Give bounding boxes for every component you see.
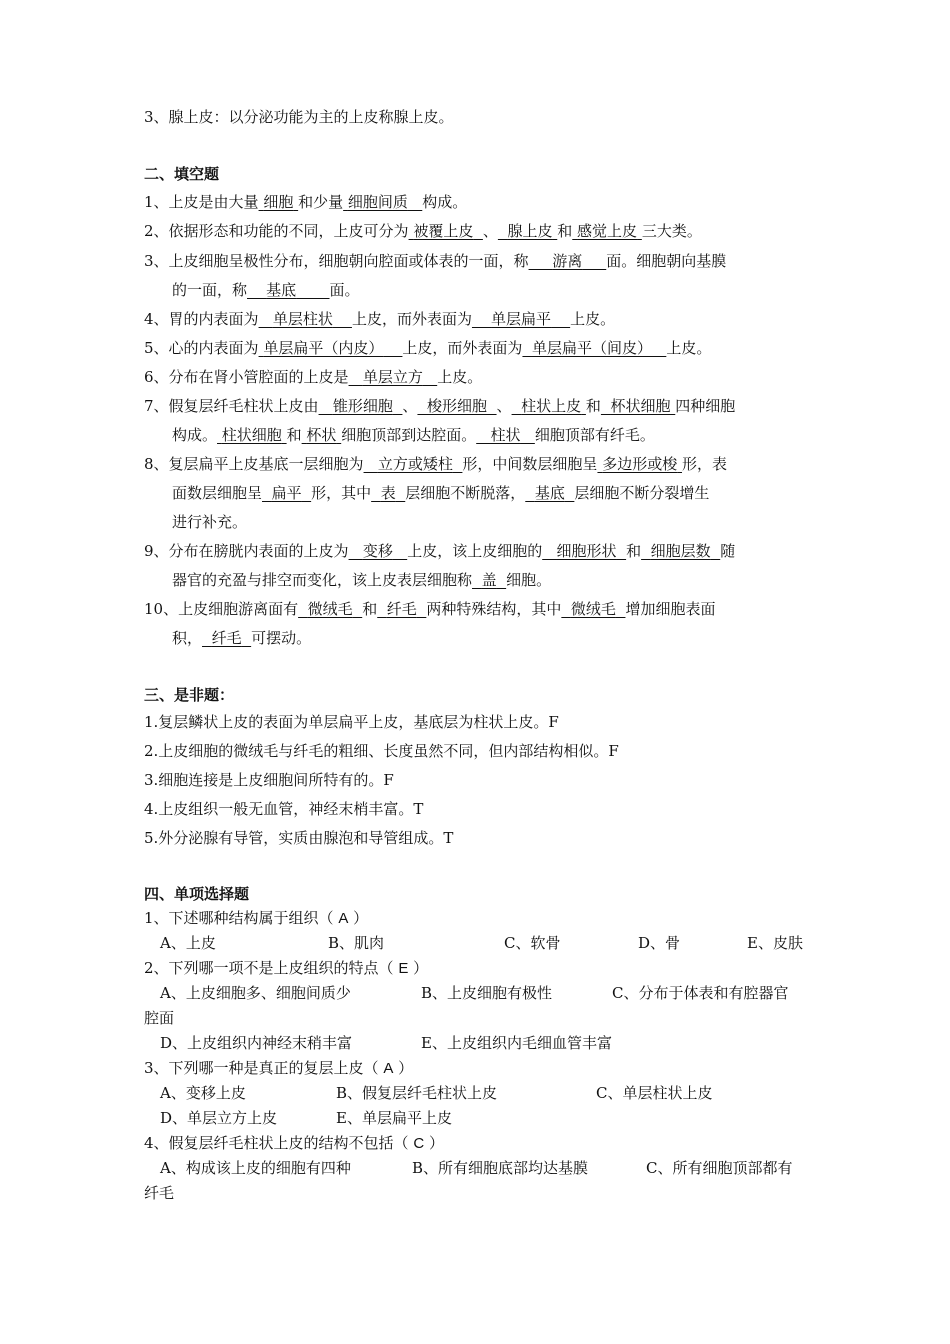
- text: 构成。: [422, 193, 468, 211]
- answer: 单层扁平（间皮）: [531, 339, 652, 357]
- answer: 微绒毛: [307, 600, 353, 618]
- fill-question-4: [144, 308, 615, 330]
- text: 器官的充盈与排空而变化，该上皮表层细胞称: [172, 571, 473, 589]
- answer: 锥形细胞: [332, 397, 393, 415]
- section-heading-multiple-choice: 四、单项选择题: [144, 885, 250, 903]
- fill-question-9-line-2: [172, 569, 551, 591]
- text: 上皮，该上皮细胞的: [407, 542, 543, 560]
- option-b: B、所有细胞底部均达基膜: [412, 1159, 589, 1177]
- section-heading-fill: 二、填空题: [144, 165, 220, 183]
- text: 6、分布在肾小管腔面的上皮是: [144, 368, 349, 386]
- fill-question-3: [144, 250, 726, 272]
- answer: 柱状: [490, 426, 521, 444]
- answer: 梭形细胞: [426, 397, 487, 415]
- text: 7、假复层纤毛柱状上皮由: [144, 397, 319, 415]
- option-d: D、上皮组织内神经末稍丰富: [160, 1034, 353, 1052]
- fill-question-3-line-2: [172, 279, 360, 301]
- answer: 细胞形状: [556, 542, 617, 560]
- fill-question-10: [144, 598, 715, 620]
- answer: 腺上皮: [507, 222, 553, 240]
- text: ）: [398, 1059, 414, 1077]
- answer: 多边形或梭: [602, 455, 678, 473]
- answer-blank: [343, 193, 422, 211]
- answer: E: [398, 960, 409, 977]
- text: 上皮，而外表面为: [402, 339, 523, 357]
- answer-blank: [476, 426, 535, 444]
- fill-question-6: [144, 366, 482, 388]
- text: ）: [428, 1134, 444, 1152]
- answer: 变移: [362, 542, 393, 560]
- option-d: D、骨: [638, 934, 681, 952]
- section-heading-true-false: 三、是非题：: [144, 686, 235, 704]
- fill-question-9: [144, 540, 735, 562]
- option-a: A、上皮细胞多、细胞间质少: [160, 984, 351, 1002]
- text: 四种细胞: [675, 397, 736, 415]
- answer: 基底: [534, 484, 565, 502]
- text: 1、下述哪种结构属于组织（: [144, 909, 334, 927]
- text: 3、上皮细胞呈极性分布，细胞朝向腔面或体表的一面，称: [144, 252, 529, 270]
- option-e: E、单层扁平上皮: [336, 1109, 452, 1127]
- text: 上皮。: [570, 310, 616, 328]
- text: 10、上皮细胞游离面有: [144, 600, 299, 618]
- answer: 表: [380, 484, 396, 502]
- option-b: B、肌肉: [328, 934, 385, 952]
- answer-blank: [525, 484, 574, 502]
- answer-blank: [377, 600, 426, 618]
- fill-question-5: [144, 337, 711, 359]
- answer: 感觉上皮: [577, 222, 638, 240]
- text: 上皮，而外表面为: [351, 310, 472, 328]
- text: 和: [585, 397, 601, 415]
- text: 随: [720, 542, 736, 560]
- answer-blank: [529, 252, 607, 270]
- answer: 盖: [481, 571, 497, 589]
- answer-blank: [217, 426, 287, 444]
- answer: 细胞间质: [347, 193, 408, 211]
- text: 构成。: [172, 426, 218, 444]
- answer-blank: [262, 484, 311, 502]
- answer-blank: [542, 542, 626, 560]
- answer: 纤毛: [386, 600, 417, 618]
- text: 三大类。: [641, 222, 702, 240]
- text: 5、心的内表面为: [144, 339, 259, 357]
- fill-question-8-line-2: [172, 482, 709, 504]
- text: 积，: [172, 629, 203, 647]
- answer: 扁平: [271, 484, 302, 502]
- text: 形，中间数层细胞呈: [462, 455, 598, 473]
- tf-item-4: 4.上皮组织一般无血管，神经末梢丰富。T: [144, 800, 424, 818]
- text: 、: [402, 397, 418, 415]
- answer: 细胞: [263, 193, 294, 211]
- fill-question-2: [144, 220, 702, 242]
- text: 和: [286, 426, 302, 444]
- answer: 单层扁平（内皮）: [263, 339, 384, 357]
- text: 两种特殊结构，其中: [426, 600, 562, 618]
- fill-question-8-line-3: 进行补充。: [172, 513, 248, 531]
- tf-item-1: 1.复层鳞状上皮的表面为单层扁平上皮，基底层为柱状上皮。F: [144, 713, 559, 731]
- option-c: C、分布于体表和有腔器官: [612, 984, 789, 1002]
- mc-question-1-stem: [144, 907, 368, 930]
- text: 面。: [329, 281, 360, 299]
- text: 面数层细胞呈: [172, 484, 263, 502]
- option-b: B、假复层纤毛柱状上皮: [336, 1084, 498, 1102]
- answer-blank: [512, 397, 586, 415]
- fill-question-7: [144, 395, 735, 417]
- text: 上皮。: [666, 339, 712, 357]
- text: 上皮。: [437, 368, 483, 386]
- answer-blank: [601, 397, 675, 415]
- mc-question-4-option-wrap: 纤毛: [144, 1184, 175, 1202]
- mc-question-3-stem: [144, 1057, 413, 1080]
- answer-blank: [302, 426, 342, 444]
- text: 面。细胞朝向基膜: [606, 252, 727, 270]
- tf-item-5: 5.外分泌腺有导管，实质由腺泡和导管组成。T: [144, 829, 454, 847]
- text: 的一面，称: [172, 281, 248, 299]
- answer-blank: [259, 193, 299, 211]
- answer-blank: [259, 339, 403, 357]
- answer-blank: [319, 397, 403, 415]
- answer: 立方或矮柱: [377, 455, 453, 473]
- answer-blank: [417, 397, 496, 415]
- answer-blank: [349, 368, 438, 386]
- fill-question-1: [144, 191, 467, 213]
- text: 细胞顶部到达腔面。: [341, 426, 477, 444]
- text: 4、假复层纤毛柱状上皮的结构不包括（: [144, 1134, 409, 1152]
- text: 细胞顶部有纤毛。: [534, 426, 655, 444]
- answer-blank: [247, 281, 329, 299]
- text: ）: [413, 959, 429, 977]
- text: 9、分布在膀胱内表面的上皮为: [144, 542, 349, 560]
- answer-blank: [259, 310, 352, 328]
- fill-question-8: [144, 453, 727, 475]
- text: 1、上皮是由大量: [144, 193, 259, 211]
- answer-blank: [409, 222, 483, 240]
- answer: 单层柱状: [272, 310, 333, 328]
- answer: 微绒毛: [570, 600, 616, 618]
- text: 和: [557, 222, 573, 240]
- answer-blank: [641, 542, 720, 560]
- tf-item-3: 3.细胞连接是上皮细胞间所特有的。F: [144, 771, 394, 789]
- answer: 被覆上皮: [413, 222, 474, 240]
- answer: 单层立方: [362, 368, 423, 386]
- text: 8、复层扁平上皮基底一层细胞为: [144, 455, 364, 473]
- text: 2、下列哪一项不是上皮组织的特点（: [144, 959, 394, 977]
- tf-item-2: 2.上皮细胞的微绒毛与纤毛的粗细、长度虽然不同，但内部结构相似。F: [144, 742, 619, 760]
- option-b: B、上皮细胞有极性: [421, 984, 553, 1002]
- fill-question-10-line-2: [172, 627, 311, 649]
- option-a: A、上皮: [160, 934, 216, 952]
- option-e: E、皮肤: [747, 934, 803, 952]
- answer: 基底: [266, 281, 297, 299]
- answer: A: [383, 1060, 394, 1077]
- answer-blank: [498, 222, 557, 240]
- text: 细胞。: [506, 571, 552, 589]
- answer-blank: [371, 484, 405, 502]
- option-c: C、所有细胞顶部都有: [646, 1159, 793, 1177]
- answer: 游离: [552, 252, 583, 270]
- answer: 细胞层数: [650, 542, 711, 560]
- answer: C: [413, 1135, 425, 1152]
- answer: 杯状: [306, 426, 337, 444]
- text: 增加细胞表面: [625, 600, 716, 618]
- answer: 柱状上皮: [521, 397, 582, 415]
- text: 3、下列哪一种是真正的复层上皮（: [144, 1059, 379, 1077]
- text: 可摆动。: [251, 629, 312, 647]
- option-e: E、上皮组织内毛细血管丰富: [421, 1034, 612, 1052]
- text: 层细胞不断脱落，: [405, 484, 526, 502]
- intro-item-3: 3、腺上皮：以分泌功能为主的上皮称腺上皮。: [144, 108, 454, 126]
- answer-blank: [349, 542, 408, 560]
- answer-blank: [561, 600, 625, 618]
- answer-blank: [202, 629, 251, 647]
- text: ）: [353, 909, 369, 927]
- answer: A: [338, 910, 349, 927]
- answer-blank: [298, 600, 362, 618]
- option-a: A、变移上皮: [160, 1084, 246, 1102]
- mc-question-2-stem: [144, 957, 428, 980]
- answer-blank: [472, 310, 570, 328]
- text: 和少量: [298, 193, 344, 211]
- answer: 柱状细胞: [221, 426, 282, 444]
- text: 4、胃的内表面为: [144, 310, 259, 328]
- answer-blank: [522, 339, 666, 357]
- text: 和: [362, 600, 378, 618]
- option-a: A、构成该上皮的细胞有四种: [160, 1159, 351, 1177]
- answer: 单层扁平: [491, 310, 552, 328]
- answer-blank: [572, 222, 642, 240]
- text: 形，其中: [311, 484, 372, 502]
- option-d: D、单层立方上皮: [160, 1109, 278, 1127]
- mc-question-2-option-wrap: 腔面: [144, 1009, 175, 1027]
- answer: 杯状细胞: [610, 397, 671, 415]
- option-c: C、单层柱状上皮: [596, 1084, 713, 1102]
- text: 2、依据形态和功能的不同，上皮可分为: [144, 222, 409, 240]
- fill-question-7-line-2: [172, 424, 655, 446]
- text: 层细胞不断分裂增生: [574, 484, 710, 502]
- option-c: C、软骨: [504, 934, 561, 952]
- text: 、: [482, 222, 498, 240]
- mc-question-4-stem: [144, 1132, 444, 1155]
- answer-blank: [472, 571, 506, 589]
- text: 和: [626, 542, 642, 560]
- answer: 纤毛: [211, 629, 242, 647]
- text: 形，表: [682, 455, 728, 473]
- answer-blank: [364, 455, 463, 473]
- text: 、: [496, 397, 512, 415]
- answer-blank: [597, 455, 682, 473]
